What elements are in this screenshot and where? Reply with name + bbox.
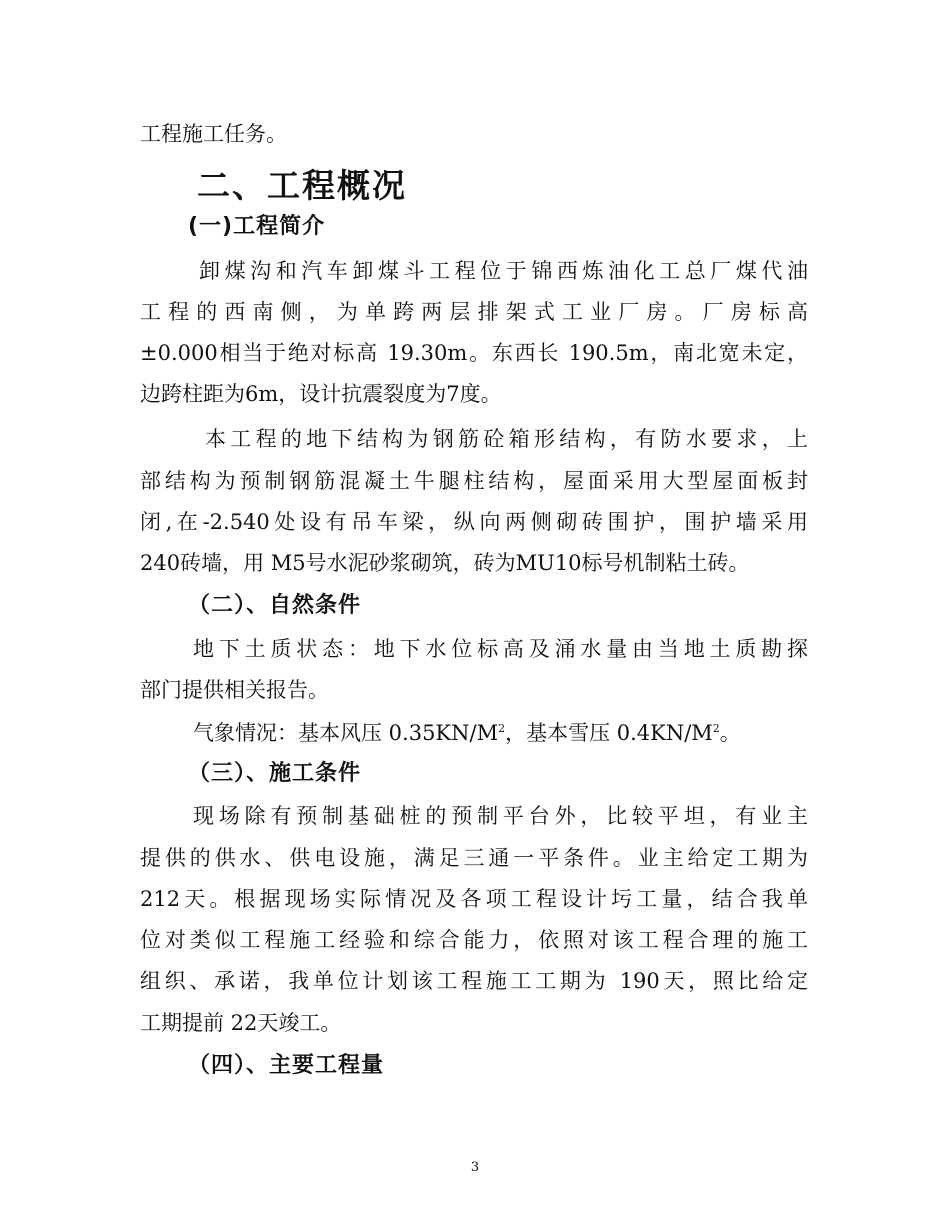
previous-paragraph-tail: 工程施工任务。	[140, 122, 287, 146]
text-line: 边跨柱距为6m，设计抗震裂度为7度。	[140, 382, 502, 406]
text-line: 部门提供相关报告。	[140, 678, 329, 702]
text-line: 卸煤沟和汽车卸煤斗工程位于锦西炼油化工总厂煤代油	[199, 259, 808, 283]
text-line: 部结构为预制钢筋混凝土牛腿柱结构，屋面采用大型屋面板封	[140, 469, 808, 493]
text-line: 组织、承诺，我单位计划该工程施工工期为 190天，照比给定	[140, 969, 808, 993]
text-line: 212天。根据现场实际情况及各项工程设计圬工量，结合我单	[140, 887, 808, 911]
weather-conditions-line	[193, 718, 741, 748]
text-line: 提供的供水、供电设施，满足三通一平条件。业主给定工期为	[140, 846, 808, 870]
subsection-heading-4: （四）、主要工程量	[188, 1053, 385, 1078]
subsection-heading-1: (一)工程简介	[188, 214, 326, 239]
text-line: 地下土质状态：地下水位标高及涌水量由当地土质勘探	[193, 637, 808, 661]
text-line: 工程的西南侧，为单跨两层排架式工业厂房。厂房标高	[140, 300, 808, 324]
page-number: 3	[470, 1160, 480, 1175]
text-line: ±0.000相当于绝对标高 19.30m。东西长 190.5m，南北宽未定，	[140, 341, 808, 365]
text-line: 工期提前 22天竣工。	[140, 1011, 342, 1035]
text-line: 本工程的地下结构为钢筋砼箱形结构，有防水要求，上	[205, 427, 808, 451]
text-line: 闭,在-2.540处设有吊车梁，纵向两侧砌砖围护，围护墙采用	[140, 510, 808, 534]
subsection-heading-2: （二）、自然条件	[188, 593, 362, 618]
superscript: 2	[498, 722, 506, 735]
weather-text-a: 气象情况：基本风压 0.35KN/M	[193, 721, 499, 745]
section-title: 二、工程概况	[197, 166, 407, 205]
text-line: 现场除有预制基础桩的预制平台外，比较平坦，有业主	[193, 804, 808, 828]
subsection-heading-3: （三）、施工条件	[188, 761, 362, 786]
text-line: 240砖墙，用 M5号水泥砂浆砌筑，砖为MU10标号机制粘土砖。	[140, 551, 750, 575]
text-line: 位对类似工程施工经验和综合能力，依照对该工程合理的施工	[140, 928, 808, 952]
weather-text-c: 。	[719, 721, 741, 745]
weather-text-b: ，基本雪压 0.4KN/M	[505, 721, 713, 745]
superscript: 2	[712, 722, 720, 735]
